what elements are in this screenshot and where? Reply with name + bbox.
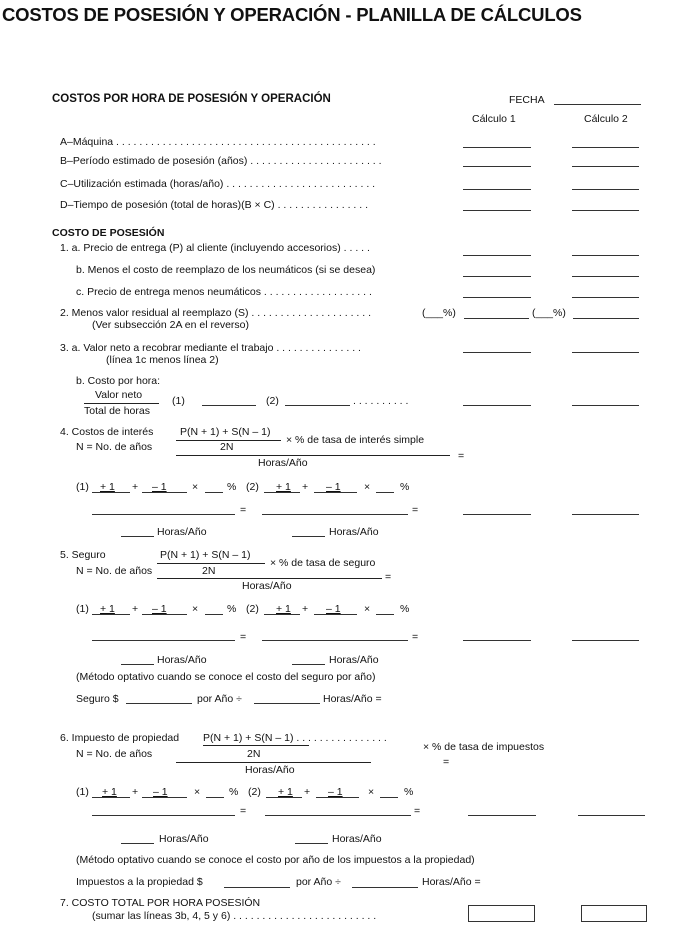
- item-3b-calc2-field[interactable]: [572, 405, 639, 406]
- item-4-hours-label-2: Horas/Año: [329, 526, 379, 538]
- item-5-hours-label-1: Horas/Año: [157, 654, 207, 666]
- item-5-minus1-1: – 1: [152, 603, 167, 615]
- item-6-rate-field-1[interactable]: [206, 797, 224, 798]
- item-5-main-fraction-bar: [157, 578, 382, 579]
- item-2-calc2-field[interactable]: [573, 318, 639, 319]
- item-4-rate-field-2[interactable]: [376, 492, 394, 493]
- item-4-hours-label-1: Horas/Año: [157, 526, 207, 538]
- item-5-calc-p1: (1): [76, 603, 89, 615]
- item-4-plus1-1: + 1: [100, 481, 115, 493]
- item-5-hours-field-2[interactable]: [292, 664, 325, 665]
- item-4-times-1: ×: [192, 481, 199, 493]
- item-6-calc-p2: (2): [248, 786, 261, 798]
- item-4-equals: =: [458, 450, 465, 462]
- item-6-horas-ano: Horas/Año: [245, 764, 295, 776]
- item-3b-denominator: Total de horas: [84, 405, 150, 417]
- item-5-por-ano: por Año ÷: [197, 693, 242, 705]
- item-5-times-1: ×: [192, 603, 199, 615]
- item-6-hours-field-1[interactable]: [121, 843, 154, 844]
- page-title: COSTOS DE POSESIÓN Y OPERACIÓN - PLANILLA DE CÁLCULOS: [2, 4, 582, 25]
- costo-posesion-header: COSTO DE POSESIÓN: [52, 227, 165, 239]
- item-5-minus1-2: – 1: [326, 603, 341, 615]
- item-4-n-field-3[interactable]: [264, 492, 300, 493]
- row-a-label: A–Máquina . . . . . . . . . . . . . . . . . . . . . . . . . . . . . . . . . . . . . . . . . . . . .: [60, 136, 376, 148]
- item-6-plus1-2: + 1: [278, 786, 293, 798]
- item-6-calc1-field[interactable]: [468, 815, 536, 816]
- item-6-times-2: ×: [368, 786, 375, 798]
- item-6-minus1-1: – 1: [153, 786, 168, 798]
- item-4-rate-text: × % de tasa de interés simple: [286, 434, 425, 446]
- item-4-main-fraction-bar: [176, 455, 450, 456]
- item-6-horas-field[interactable]: [352, 887, 418, 888]
- item-4-times-2: ×: [364, 481, 371, 493]
- item-6-eq-1: =: [240, 805, 247, 817]
- item-4-pct-2: %: [400, 481, 410, 493]
- row-b-calc2-field[interactable]: [572, 166, 639, 167]
- item-3b-label: b. Costo por hora:: [76, 375, 161, 387]
- item-4-plus-sign-1: +: [132, 481, 139, 493]
- item-5-calc2-field[interactable]: [572, 640, 639, 641]
- item-6-fraction-bar: [203, 745, 309, 746]
- item-4-plus1-2: + 1: [276, 481, 291, 493]
- item-5-eq-2: =: [412, 631, 419, 643]
- item-5-2n: 2N: [202, 565, 216, 577]
- calculo-1-header: Cálculo 1: [472, 113, 516, 125]
- item-2-pct2: (___%): [532, 307, 566, 319]
- item-5-plus-sign-1: +: [132, 603, 139, 615]
- calculo-2-header: Cálculo 2: [584, 113, 628, 125]
- item-4-calc-p2: (2): [246, 481, 259, 493]
- item-6-times-1: ×: [194, 786, 201, 798]
- item-6-method-note: (Método optativo cuando se conoce el costo por año de los impuestos a la propiedad): [76, 854, 475, 866]
- item-5-pct-1: %: [227, 603, 237, 615]
- item-1c-calc1-field[interactable]: [463, 297, 531, 298]
- item-5-plus-sign-2: +: [302, 603, 309, 615]
- item-4-n-field-4[interactable]: [314, 492, 357, 493]
- item-5-times-2: ×: [364, 603, 371, 615]
- item-1a-calc2-field[interactable]: [572, 255, 639, 256]
- item-6-n-field-3[interactable]: [266, 797, 302, 798]
- item-5-seguro-field[interactable]: [126, 703, 192, 704]
- item-5-formula: P(N + 1) + S(N – 1): [160, 549, 251, 561]
- item-2-pct1: (___%): [422, 307, 456, 319]
- row-c-calc2-field[interactable]: [572, 189, 639, 190]
- item-4-result-field-1[interactable]: [92, 514, 235, 515]
- item-4-n-field-2[interactable]: [142, 492, 187, 493]
- item-3b-dots: . . . . . . . . . .: [353, 395, 409, 407]
- item-6-hours-label-1: Horas/Año: [159, 833, 209, 845]
- item-6-impuestos-field[interactable]: [224, 887, 290, 888]
- item-6-hours-label-2: Horas/Año: [332, 833, 382, 845]
- row-b-label: B–Período estimado de posesión (años) . . . . . . . . . . . . . . . . . . . . . . .: [60, 155, 382, 167]
- item-5-n-definition: N = No. de años: [76, 565, 153, 577]
- row-c-label: C–Utilización estimada (horas/año) . . . . . . . . . . . . . . . . . . . . . . . . . .: [60, 178, 376, 190]
- item-2-calc1-field[interactable]: [464, 318, 529, 319]
- item-4-eq-2: =: [412, 504, 419, 516]
- item-6-rate-text: × % de tasa de impuestos: [423, 741, 545, 753]
- item-5-horas-ano: Horas/Año: [242, 580, 292, 592]
- item-4-eq-1: =: [240, 504, 247, 516]
- item-1a-calc1-field[interactable]: [463, 255, 531, 256]
- item-5-n-field-1[interactable]: [92, 614, 130, 615]
- total-calc2-box[interactable]: [581, 905, 647, 922]
- item-7-note: (sumar las líneas 3b, 4, 5 y 6) . . . . . . . . . . . . . . . . . . . . . . . . .: [92, 910, 377, 922]
- item-6-pct-2: %: [404, 786, 414, 798]
- item-2-note: (Ver subsección 2A en el reverso): [92, 319, 249, 331]
- item-3b-numerator: Valor neto: [95, 389, 143, 401]
- item-5-horas-field[interactable]: [254, 703, 320, 704]
- row-d-label: D–Tiempo de posesión (total de horas)(B × C) . . . . . . . . . . . . . . . .: [60, 199, 369, 211]
- row-d-calc1-field[interactable]: [463, 210, 531, 211]
- item-3b-field-2[interactable]: [285, 405, 350, 406]
- item-6-formula: P(N + 1) + S(N – 1) . . . . . . . . . . . . . . . .: [203, 732, 387, 744]
- row-a-calc1-field[interactable]: [463, 147, 531, 148]
- item-5-plus1-1: + 1: [100, 603, 115, 615]
- fecha-field[interactable]: [554, 104, 641, 105]
- item-5-seguro-label: Seguro $: [76, 693, 119, 705]
- item-5-rate-text: × % de tasa de seguro: [270, 557, 376, 569]
- item-6-eq-2: =: [414, 805, 421, 817]
- item-3b-fraction-bar: [84, 403, 159, 404]
- item-1a-label: 1. a. Precio de entrega (P) al cliente (incluyendo accesorios) . . . . .: [60, 242, 370, 254]
- item-5-method-note: (Método optativo cuando se conoce el costo del seguro por año): [76, 671, 376, 683]
- item-1c-label: c. Precio de entrega menos neumáticos . . . . . . . . . . . . . . . . . . .: [76, 286, 372, 298]
- item-6-main-fraction-bar: [176, 762, 371, 763]
- item-3b-calc1-field[interactable]: [463, 405, 531, 406]
- item-6-2n: 2N: [247, 748, 261, 760]
- item-6-n-definition: N = No. de años: [76, 748, 153, 760]
- total-calc1-box[interactable]: [468, 905, 535, 922]
- item-4-horas-ano: Horas/Año: [258, 457, 308, 469]
- item-4-calc-p1: (1): [76, 481, 89, 493]
- item-5-fraction-bar: [157, 563, 265, 564]
- item-5-n-field-4[interactable]: [314, 614, 357, 615]
- item-6-calc2-field[interactable]: [578, 815, 645, 816]
- row-c-calc1-field[interactable]: [463, 189, 531, 190]
- item-5-rate-field-1[interactable]: [205, 614, 223, 615]
- item-3a-note: (línea 1c menos línea 2): [106, 354, 219, 366]
- item-6-minus1-2: – 1: [328, 786, 343, 798]
- item-6-rate-field-2[interactable]: [380, 797, 398, 798]
- item-4-minus1-1: – 1: [152, 481, 167, 493]
- item-5-n-field-2[interactable]: [142, 614, 187, 615]
- item-6-n-field-4[interactable]: [316, 797, 359, 798]
- item-5-calc-p2: (2): [246, 603, 259, 615]
- item-4-calc2-field[interactable]: [572, 514, 639, 515]
- row-b-calc1-field[interactable]: [463, 166, 531, 167]
- row-a-calc2-field[interactable]: [572, 147, 639, 148]
- item-2-label: 2. Menos valor residual al reemplazo (S) . . . . . . . . . . . . . . . . . . . . .: [60, 307, 372, 319]
- item-4-minus1-2: – 1: [326, 481, 341, 493]
- section-header: COSTOS POR HORA DE POSESIÓN Y OPERACIÓN: [52, 93, 331, 105]
- item-5-plus1-2: + 1: [276, 603, 291, 615]
- item-5-horas-eq: Horas/Año =: [323, 693, 382, 705]
- item-6-plus-sign-1: +: [132, 786, 139, 798]
- item-6-label: 6. Impuesto de propiedad: [60, 732, 180, 744]
- item-4-hours-field-1[interactable]: [121, 536, 154, 537]
- item-1b-calc1-field[interactable]: [463, 276, 531, 277]
- item-5-label: 5. Seguro: [60, 549, 106, 561]
- item-4-formula: P(N + 1) + S(N – 1): [180, 426, 271, 438]
- item-4-rate-field-1[interactable]: [205, 492, 223, 493]
- item-4-label: 4. Costos de interés: [60, 426, 154, 438]
- item-5-pct-2: %: [400, 603, 410, 615]
- item-5-eq-1: =: [240, 631, 247, 643]
- item-6-n-field-1[interactable]: [92, 797, 130, 798]
- item-3b-p2: (2): [266, 395, 279, 407]
- item-5-calc1-field[interactable]: [463, 640, 531, 641]
- item-6-plus-sign-2: +: [304, 786, 311, 798]
- item-1b-calc2-field[interactable]: [572, 276, 639, 277]
- item-5-hours-label-2: Horas/Año: [329, 654, 379, 666]
- item-6-impuestos-label: Impuestos a la propiedad $: [76, 876, 203, 888]
- item-5-n-field-3[interactable]: [264, 614, 300, 615]
- item-3a-calc2-field[interactable]: [572, 352, 639, 353]
- item-6-result-field-2[interactable]: [265, 815, 411, 816]
- fecha-label: FECHA: [509, 94, 545, 106]
- item-5-result-field-2[interactable]: [262, 640, 408, 641]
- item-3a-calc1-field[interactable]: [463, 352, 531, 353]
- item-6-n-field-2[interactable]: [142, 797, 187, 798]
- item-6-plus1-1: + 1: [102, 786, 117, 798]
- item-4-n-definition: N = No. de años: [76, 441, 153, 453]
- item-6-por-ano: por Año ÷: [296, 876, 341, 888]
- row-d-calc2-field[interactable]: [572, 210, 639, 211]
- item-6-result-field-1[interactable]: [92, 815, 235, 816]
- item-6-equals: =: [443, 756, 450, 768]
- item-3b-field-1[interactable]: [202, 405, 256, 406]
- item-3a-label: 3. a. Valor neto a recobrar mediante el trabajo . . . . . . . . . . . . . . .: [60, 342, 361, 354]
- item-1b-label: b. Menos el costo de reemplazo de los neumáticos (si se desea): [76, 264, 376, 276]
- item-4-plus-sign-2: +: [302, 481, 309, 493]
- item-4-calc1-field[interactable]: [463, 514, 531, 515]
- item-6-calc-p1: (1): [76, 786, 89, 798]
- item-5-result-field-1[interactable]: [92, 640, 235, 641]
- item-4-hours-field-2[interactable]: [292, 536, 325, 537]
- item-6-horas-eq: Horas/Año =: [422, 876, 481, 888]
- item-5-rate-field-2[interactable]: [376, 614, 394, 615]
- item-5-equals: =: [385, 571, 392, 583]
- item-1c-calc2-field[interactable]: [572, 297, 639, 298]
- item-7-label: 7. COSTO TOTAL POR HORA POSESIÓN: [60, 897, 261, 909]
- item-4-n-field-1[interactable]: [92, 492, 130, 493]
- item-4-pct-1: %: [227, 481, 237, 493]
- item-3b-p1: (1): [172, 395, 185, 407]
- item-4-result-field-2[interactable]: [262, 514, 408, 515]
- item-4-2n: 2N: [220, 441, 234, 453]
- item-5-hours-field-1[interactable]: [121, 664, 154, 665]
- item-6-pct-1: %: [229, 786, 239, 798]
- item-6-hours-field-2[interactable]: [295, 843, 328, 844]
